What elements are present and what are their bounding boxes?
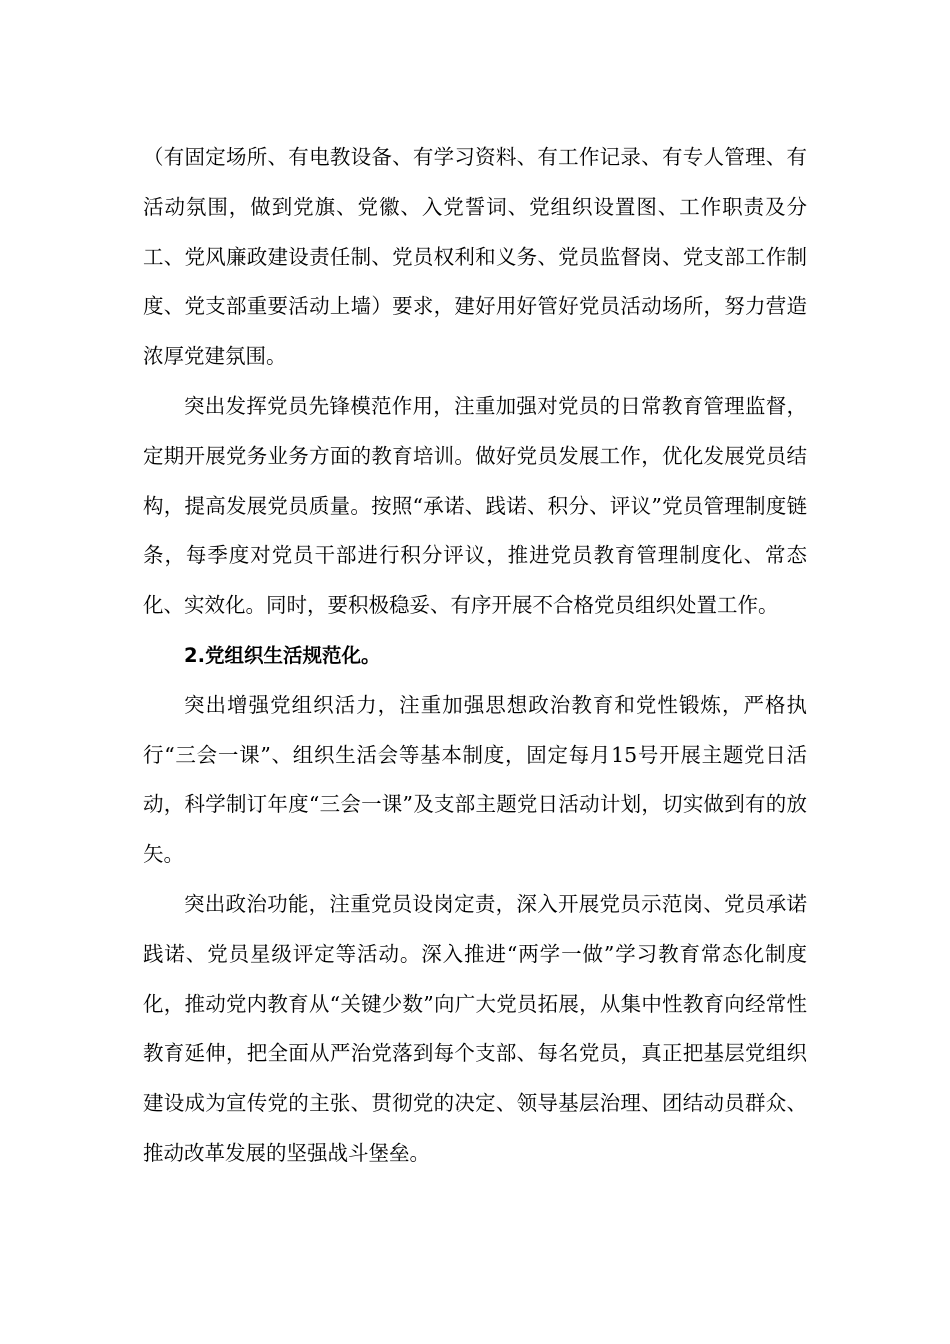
paragraph-continuation: （有固定场所、有电教设备、有学习资料、有工作记录、有专人管理、有活动氛围，做到党旗、党徽、入党誓词、党组织设置图、工作职责及分工、党风廉政建设责任制、党员权利和义务、党员监督岗、党支部工作制度、党支部重要活动上墙）要求，建好用好管好党员活动场所，努力营造浓厚党建氛围。 bbox=[143, 145, 807, 369]
paragraph-organization-vitality: 突出增强党组织活力，注重加强思想政治教育和党性锻炼，严格执行“三会一课”、组织生活会等基本制度，固定每月15号开展主题党日活动，科学制订年度“三会一课”及支部主题党日活动计划，切实做到有的放矢。 bbox=[143, 692, 807, 867]
paragraph-political-function: 突出政治功能，注重党员设岗定责，深入开展党员示范岗、党员承诺践诺、党员星级评定等活动。深入推进“两学一做”学习教育常态化制度化，推动党内教育从“关键少数”向广大党员拓展，从集中性教育向经常性教育延伸，把全面从严治党落到每个支部、每名党员，真正把基层党组织建设成为宣传党的主张、贯彻党的决定、领导基层治理、团结动员群众、推动改革发展的坚强战斗堡垒。 bbox=[143, 891, 807, 1165]
section-heading: 2.党组织生活规范化。 bbox=[184, 643, 381, 667]
document-body bbox=[143, 133, 807, 1179]
paragraph-party-member-role: 突出发挥党员先锋模范作用，注重加强对党员的日常教育管理监督，定期开展党务业务方面的教育培训。做好党员发展工作，优化发展党员结构，提高发展党员质量。按照“承诺、践诺、积分、评议”党员管理制度链条，每季度对党员干部进行积分评议，推进党员教育管理制度化、常态化、实效化。同时，要积极稳妥、有序开展不合格党员组织处置工作。 bbox=[143, 393, 807, 618]
